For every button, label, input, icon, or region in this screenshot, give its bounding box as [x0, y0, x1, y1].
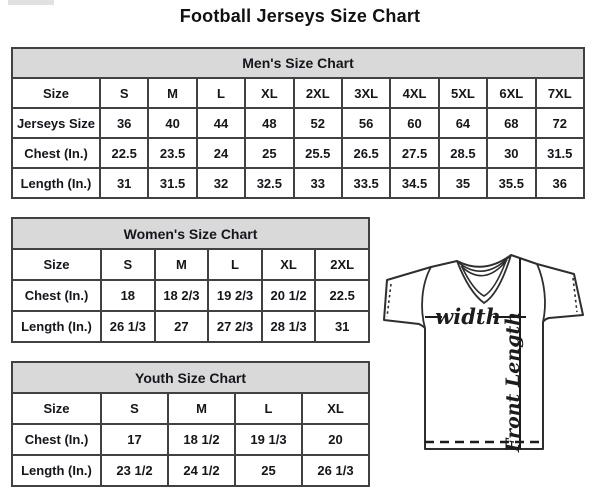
value-cell: 26 1/3 [101, 311, 155, 342]
column-header: 5XL [439, 78, 487, 108]
value-cell: 31.5 [148, 168, 196, 198]
value-cell: 19 2/3 [208, 280, 262, 311]
value-cell: 26 1/3 [302, 455, 369, 486]
value-cell: 48 [245, 108, 293, 138]
column-header: XL [245, 78, 293, 108]
value-cell: 56 [342, 108, 390, 138]
value-cell: 22.5 [100, 138, 148, 168]
column-header: 2XL [315, 249, 369, 280]
table-title: Men's Size Chart [12, 48, 584, 78]
value-cell: 27 2/3 [208, 311, 262, 342]
scan-artifact [8, 0, 54, 5]
column-header: XL [302, 393, 369, 424]
value-cell: 33.5 [342, 168, 390, 198]
value-cell: 30 [487, 138, 535, 168]
width-label: width [435, 304, 501, 329]
page-title: Football Jerseys Size Chart [179, 6, 421, 26]
value-cell: 31.5 [536, 138, 584, 168]
mens-size-table [11, 47, 585, 199]
column-header: 3XL [342, 78, 390, 108]
table-title: Women's Size Chart [12, 218, 369, 249]
youth-size-table [11, 361, 370, 487]
value-cell: 52 [294, 108, 342, 138]
value-cell: 24 1/2 [168, 455, 235, 486]
youth-size-chart-section [11, 361, 370, 487]
value-cell: 25 [235, 455, 302, 486]
column-header: S [101, 249, 155, 280]
value-cell: 28.5 [439, 138, 487, 168]
value-cell: 22.5 [315, 280, 369, 311]
value-cell: 23 1/2 [101, 455, 168, 486]
value-cell: 18 [101, 280, 155, 311]
column-header: 4XL [390, 78, 438, 108]
value-cell: 32 [197, 168, 245, 198]
value-cell: 40 [148, 108, 196, 138]
row-label: Chest (In.) [12, 138, 100, 168]
value-cell: 25 [245, 138, 293, 168]
value-cell: 35 [439, 168, 487, 198]
row-label: Length (In.) [12, 455, 101, 486]
column-header: Size [12, 393, 101, 424]
value-cell: 36 [536, 168, 584, 198]
column-header: Size [12, 249, 101, 280]
value-cell: 64 [439, 108, 487, 138]
mens-size-chart-section [11, 47, 585, 199]
column-header: 2XL [294, 78, 342, 108]
column-header: L [197, 78, 245, 108]
value-cell: 36 [100, 108, 148, 138]
value-cell: 27.5 [390, 138, 438, 168]
value-cell: 31 [315, 311, 369, 342]
value-cell: 34.5 [390, 168, 438, 198]
row-label: Chest (In.) [12, 424, 101, 455]
column-header: M [148, 78, 196, 108]
column-header: XL [262, 249, 316, 280]
value-cell: 18 2/3 [155, 280, 209, 311]
womens-size-chart-section [11, 217, 370, 343]
womens-size-table [11, 217, 370, 343]
row-label: Length (In.) [12, 311, 101, 342]
value-cell: 20 [302, 424, 369, 455]
value-cell: 17 [101, 424, 168, 455]
value-cell: 24 [197, 138, 245, 168]
column-header: Size [12, 78, 100, 108]
value-cell: 31 [100, 168, 148, 198]
value-cell: 33 [294, 168, 342, 198]
column-header: L [208, 249, 262, 280]
value-cell: 26.5 [342, 138, 390, 168]
column-header: M [155, 249, 209, 280]
value-cell: 20 1/2 [262, 280, 316, 311]
column-header: 7XL [536, 78, 584, 108]
value-cell: 19 1/3 [235, 424, 302, 455]
value-cell: 23.5 [148, 138, 196, 168]
row-label: Chest (In.) [12, 280, 101, 311]
value-cell: 35.5 [487, 168, 535, 198]
value-cell: 32.5 [245, 168, 293, 198]
row-label: Jerseys Size [12, 108, 100, 138]
value-cell: 60 [390, 108, 438, 138]
column-header: 6XL [487, 78, 535, 108]
jersey-outline-shape [384, 255, 583, 449]
table-title: Youth Size Chart [12, 362, 369, 393]
front-length-label: Front Length [502, 311, 524, 453]
value-cell: 44 [197, 108, 245, 138]
value-cell: 28 1/3 [262, 311, 316, 342]
column-header: M [168, 393, 235, 424]
column-header: S [100, 78, 148, 108]
value-cell: 72 [536, 108, 584, 138]
column-header: L [235, 393, 302, 424]
value-cell: 18 1/2 [168, 424, 235, 455]
row-label: Length (In.) [12, 168, 100, 198]
jersey-measurement-diagram [372, 242, 598, 458]
column-header: S [101, 393, 168, 424]
value-cell: 25.5 [294, 138, 342, 168]
value-cell: 68 [487, 108, 535, 138]
value-cell: 27 [155, 311, 209, 342]
